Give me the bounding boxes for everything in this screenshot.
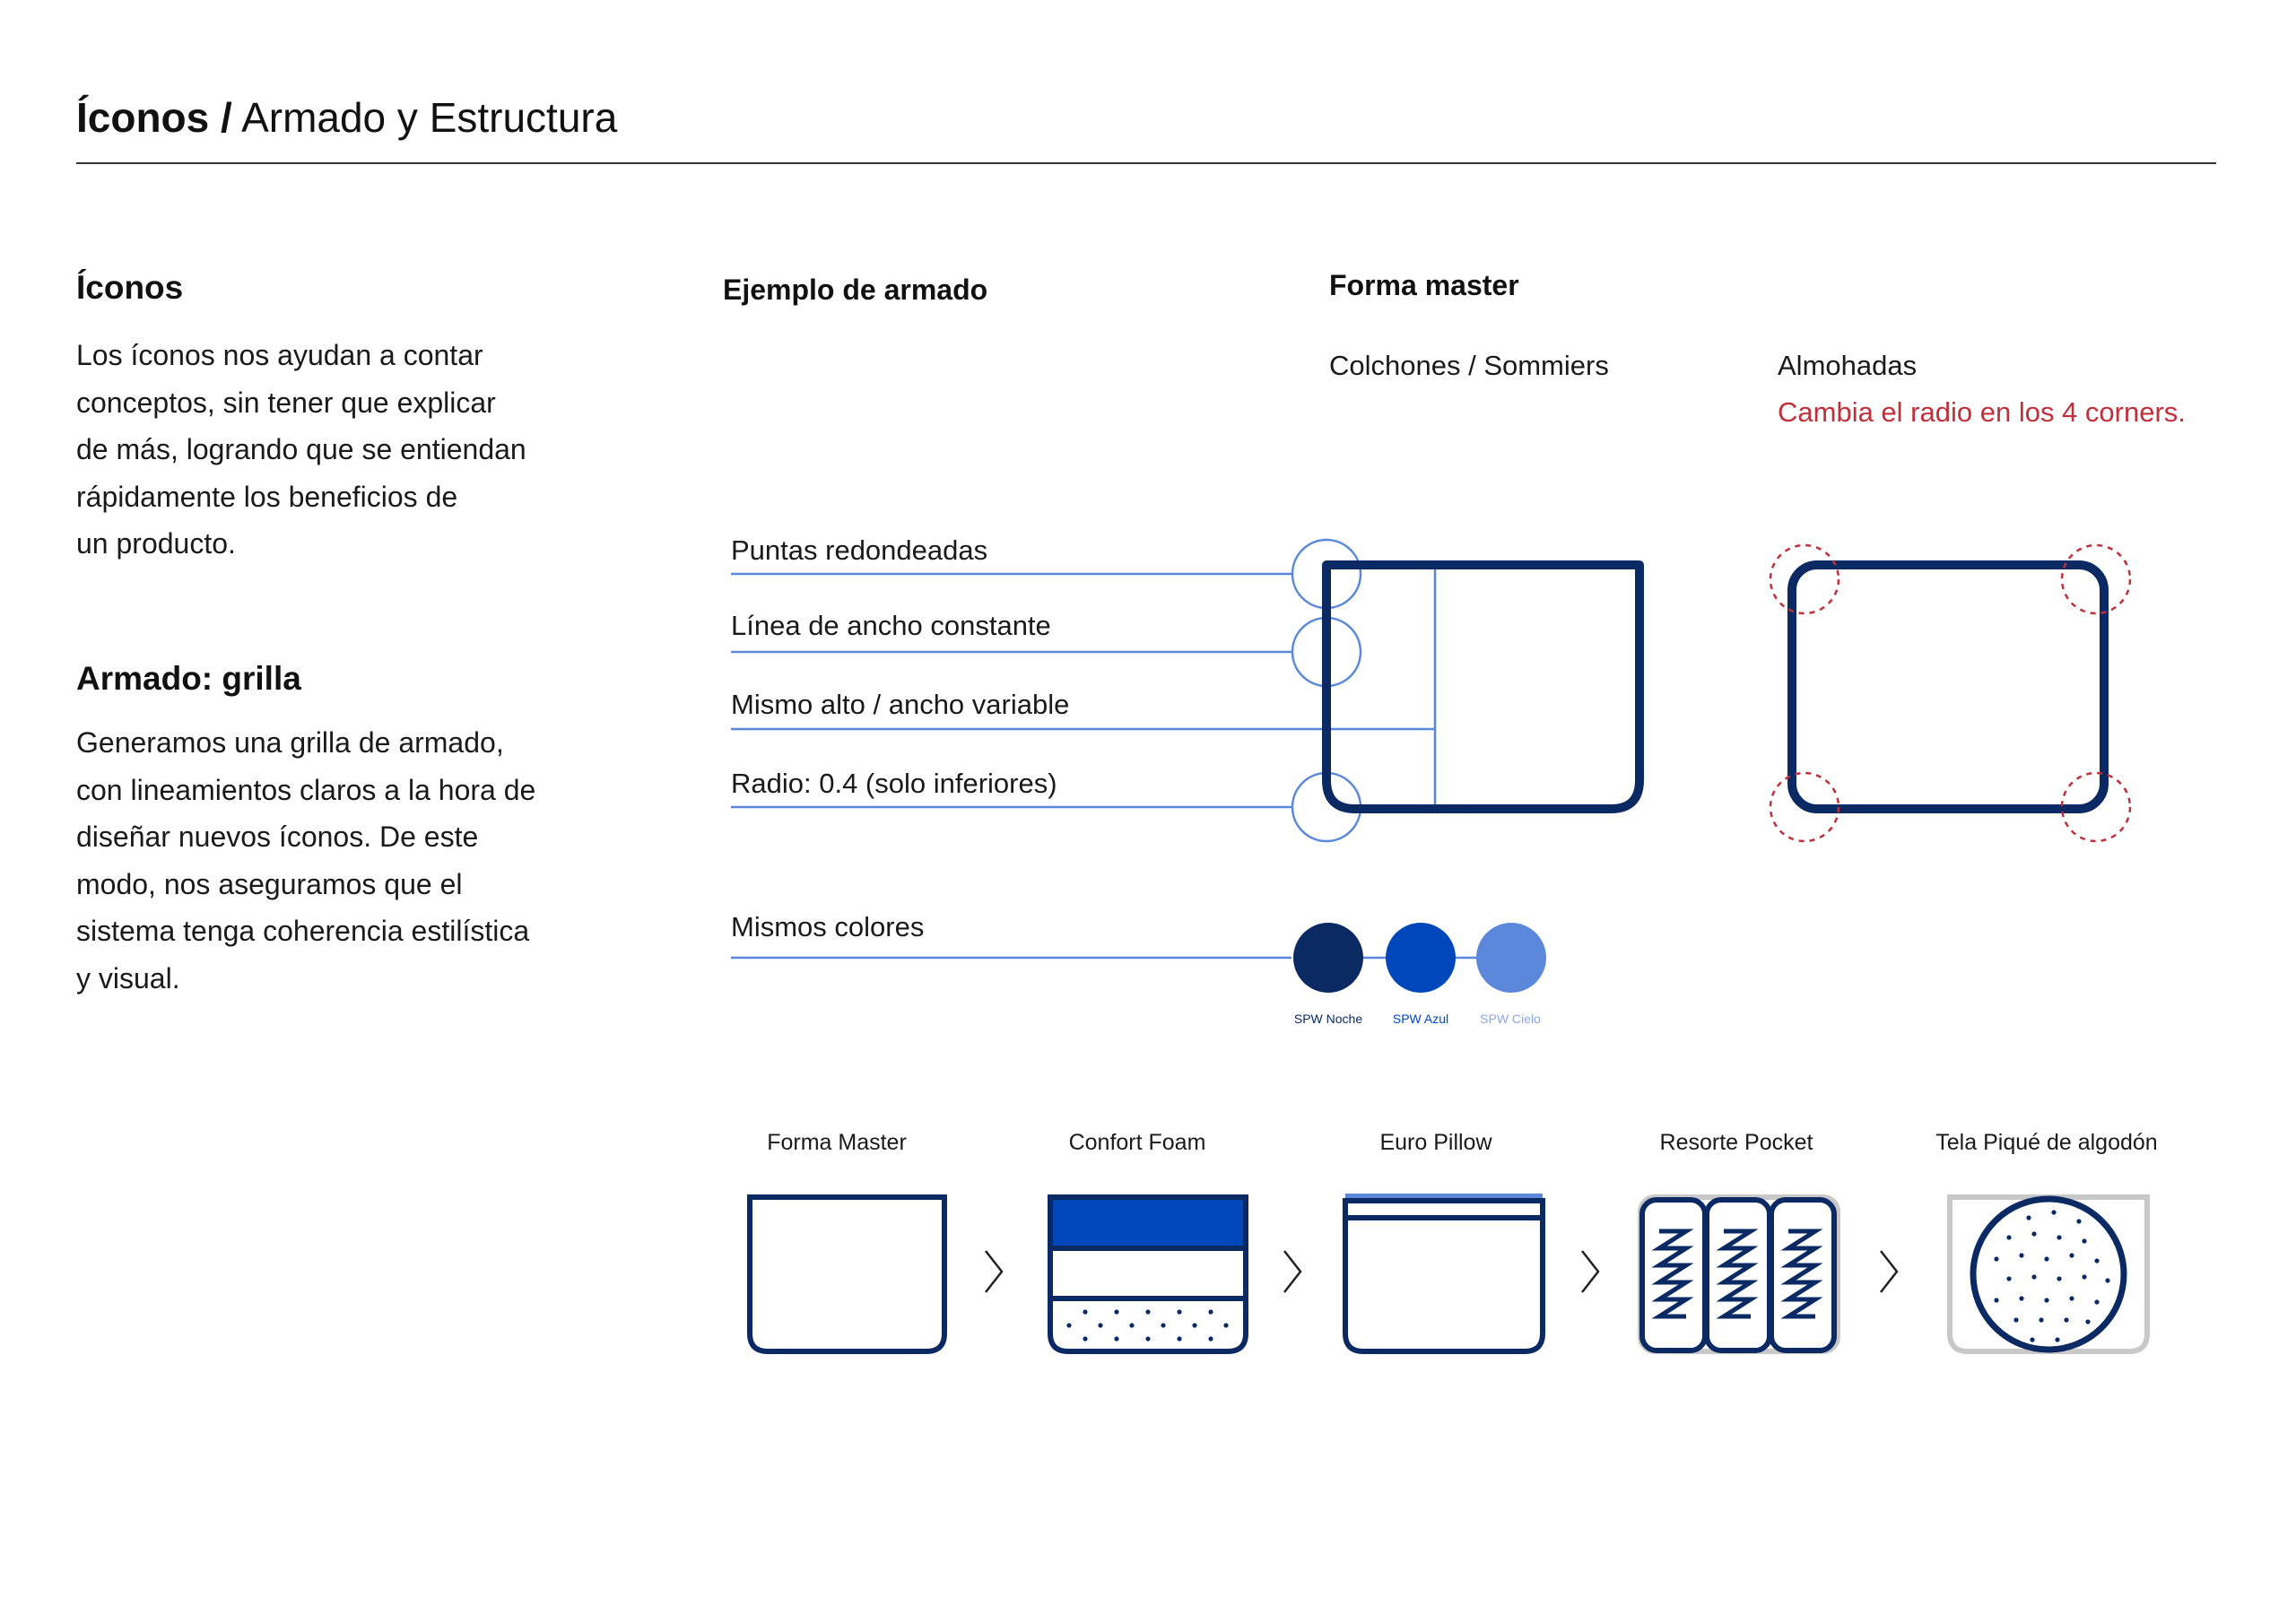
corner-marker-tl [1770,545,1839,613]
arrow-icon [1284,1251,1300,1292]
title-subtitle: Armado y Estructura [241,94,618,141]
swatch-label-azul: SPW Azul [1392,1012,1449,1026]
seq-label-euro-pillow: Euro Pillow [1379,1130,1492,1155]
arrow-icon [986,1251,1002,1292]
swatch-cielo [1476,923,1546,993]
intro-text: Los íconos nos ayudan a contar conceptos, sin tener que explicar de más, logrando que se entiendan rápidamente los beneficios de un producto. [76,339,526,560]
icon-confort-foam [1050,1197,1246,1351]
guide-label-colors: Mismos colores [731,911,925,942]
swatch-azul [1386,923,1456,993]
guide-label-radius: Radio: 0.4 (solo inferiores) [731,768,1057,799]
icon-forma-master [750,1197,944,1351]
grid-text: Generamos una grilla de armado, con lineamientos claros a la hora de diseñar nuevos íconos. De este modo, nos aseguramos que el sistema tenga coherencia estilística y visual. [76,726,536,994]
seq-label-resorte-pocket: Resorte Pocket [1659,1130,1813,1155]
corner-marker-tr [2062,545,2130,613]
master-heading: Forma master [1329,269,1519,301]
swatch-label-cielo: SPW Cielo [1480,1012,1541,1026]
master-mattress-shape [1326,565,1639,809]
pillow-corner-markers [1770,545,2130,841]
icon-resorte-pocket [1640,1197,1838,1351]
icon-euro-pillow [1345,1197,1543,1351]
swatch-noche [1293,923,1363,993]
guide-label-height: Mismo alto / ancho variable [731,689,1070,720]
seq-label-forma-master: Forma Master [767,1130,907,1155]
example-heading: Ejemplo de armado [723,274,988,306]
sequence-arrows [986,1251,1897,1292]
seq-label-tela-pique: Tela Piqué de algodón [1935,1130,2158,1155]
title-separator: / [221,94,232,141]
guide-label-rounded: Puntas redondeadas [731,534,988,566]
pillow-label: Almohadas [1778,350,1918,381]
title-bold: Íconos [76,94,210,141]
master-pillow-shape [1792,565,2104,809]
pillow-note: Cambia el radio en los 4 corners. [1778,396,2186,428]
seq-label-confort-foam: Confort Foam [1068,1130,1206,1155]
grid-heading: Armado: grilla [76,660,301,697]
icon-tela-pique [1950,1197,2147,1351]
intro-heading: Íconos [76,269,184,306]
arrow-icon [1582,1251,1598,1292]
swatch-label-noche: SPW Noche [1293,1012,1363,1026]
arrow-icon [1881,1251,1897,1292]
guide-label-stroke: Línea de ancho constante [731,610,1051,641]
mattress-label: Colchones / Sommiers [1329,350,1609,381]
